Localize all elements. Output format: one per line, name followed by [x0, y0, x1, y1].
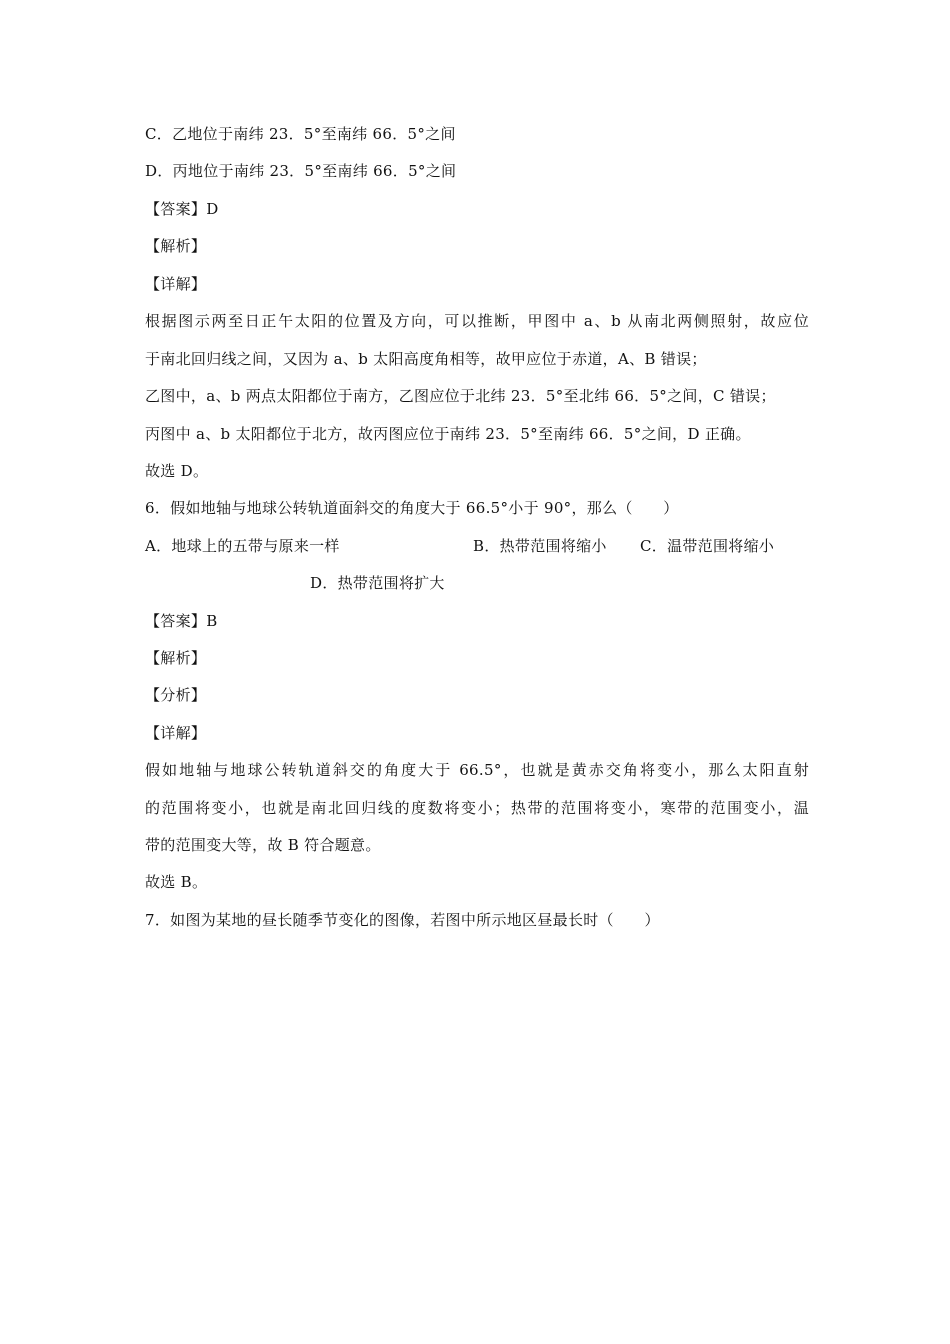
- q6-answer: 【答案】B: [145, 612, 218, 630]
- q6-detail-line: 的范围将变小，也就是南北回归线的度数将变小；热带的范围将变小，寒带的范围变小，温: [145, 799, 809, 817]
- q6-detail-line: 假如地轴与地球公转轨道斜交的角度大于 66.5°，也就是黄赤交角将变小，那么太阳直射: [145, 761, 809, 779]
- q6-conclusion: 故选 B。: [145, 873, 208, 891]
- q6-option-c: C．温带范围将缩小: [640, 537, 775, 555]
- q6-option-d: D．热带范围将扩大: [310, 574, 445, 592]
- q5-option-d: D．丙地位于南纬 23．5°至南纬 66．5°之间: [145, 162, 457, 180]
- q5-detail-line: 丙图中 a、b 太阳都位于北方，故丙图应位于南纬 23．5°至南纬 66．5°之间，D 正确。: [145, 425, 751, 443]
- q6-analysis-sub-heading: 【分析】: [145, 686, 207, 704]
- q5-detail-heading: 【详解】: [145, 275, 207, 293]
- q6-stem: 6．假如地轴与地球公转轨道面斜交的角度大于 66.5°小于 90°，那么（ ）: [145, 499, 679, 517]
- q5-conclusion: 故选 D。: [145, 462, 209, 480]
- q5-detail-line: 根据图示两至日正午太阳的位置及方向，可以推断，甲图中 a、b 从南北两侧照射，故应位: [145, 312, 809, 330]
- q6-detail-line: 带的范围变大等，故 B 符合题意。: [145, 836, 381, 854]
- q6-option-b: B．热带范围将缩小: [473, 537, 607, 555]
- q6-option-a: A．地球上的五带与原来一样: [145, 537, 340, 555]
- q5-analysis-heading: 【解析】: [145, 237, 207, 255]
- q6-detail-heading: 【详解】: [145, 724, 207, 742]
- q7-stem: 7．如图为某地的昼长随季节变化的图像，若图中所示地区昼最长时（ ）: [145, 911, 660, 929]
- q5-detail-line: 乙图中，a、b 两点太阳都位于南方，乙图应位于北纬 23．5°至北纬 66．5°之间，C 错误；: [145, 387, 776, 405]
- q5-option-c: C．乙地位于南纬 23．5°至南纬 66．5°之间: [145, 125, 456, 143]
- q5-detail-line: 于南北回归线之间，又因为 a、b 太阳高度角相等，故甲应位于赤道，A、B 错误；: [145, 350, 707, 368]
- q5-answer: 【答案】D: [145, 200, 219, 218]
- q6-analysis-heading: 【解析】: [145, 649, 207, 667]
